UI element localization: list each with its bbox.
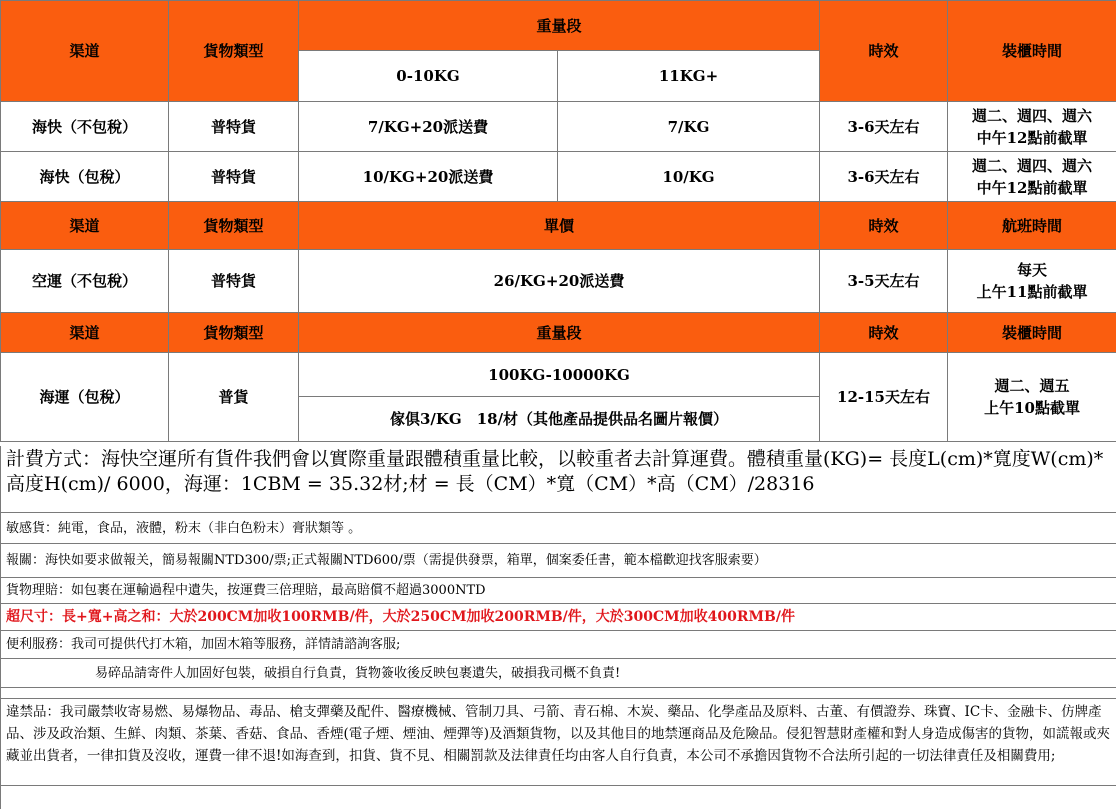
loading-line-2: 中午12點前截單	[976, 128, 1088, 147]
transit-cell: 12-15天左右	[820, 353, 948, 442]
price-high-cell: 7/KG	[558, 102, 820, 152]
header-band-high: 11KG+	[558, 51, 820, 102]
header-channel: 渠道	[1, 202, 169, 250]
loading-line-1: 週二、週五	[994, 377, 1070, 395]
header-unit-price: 單價	[299, 202, 820, 250]
price-low-cell: 7/KG+20派送費	[299, 102, 558, 152]
billing-note: 計費方式：海快空運所有貨件我們會以實際重量跟體積重量比較，以較重者去計算運費。體積重量(KG)= 長度L(cm)*寬度W(cm)* 高度H(cm)/ 6000，海運：1CBM = 35.32材;材 = 長（CM）*寬（CM）*高（CM）/28316	[1, 446, 1116, 513]
transit-cell: 3-5天左右	[820, 250, 948, 313]
flight-line-1: 每天	[1017, 261, 1048, 279]
table-row	[1, 102, 1116, 152]
service-note: 便利服務：我司可提供代打木箱，加固木箱等服務，詳情請諮詢客服;	[1, 631, 1116, 659]
channel-cell: 空運（不包稅）	[1, 250, 169, 313]
loading-line-1: 週二、週四、週六	[972, 156, 1093, 175]
table-row	[1, 353, 1116, 397]
loading-time-cell	[948, 353, 1116, 442]
price-low-cell: 10/KG+20派送費	[299, 152, 558, 202]
header-channel: 渠道	[1, 1, 169, 102]
header-transit: 時效	[820, 202, 948, 250]
header-flight-time: 航班時間	[948, 202, 1116, 250]
flight-line-2: 上午11點前截單	[976, 283, 1088, 301]
loading-line-1: 週二、週四、週六	[972, 106, 1093, 125]
notes-section	[0, 446, 1116, 809]
sensitive-goods-note: 敏感貨：純電，食品，液體，粉末（非白色粉末）膏狀類等 。	[1, 513, 1116, 544]
header-channel: 渠道	[1, 313, 169, 353]
loading-time-cell	[948, 102, 1116, 152]
cargo-type-cell: 普特貨	[169, 250, 299, 313]
header-cargo-type: 貨物類型	[169, 313, 299, 353]
header-transit: 時效	[820, 1, 948, 102]
loading-line-2: 中午12點前截單	[976, 178, 1088, 197]
header-weight-band: 重量段	[299, 313, 820, 353]
transit-cell: 3-6天左右	[820, 152, 948, 202]
channel-cell: 海運（包稅）	[1, 353, 169, 442]
header-loading-time: 裝櫃時間	[948, 313, 1116, 353]
channel-cell: 海快（不包稅）	[1, 102, 169, 152]
flight-time-cell	[948, 250, 1116, 313]
sea-price-cell: 傢俱3/KG 18/材（其他產品提供品名圖片報價）	[299, 397, 820, 442]
price-cell: 26/KG+20派送費	[299, 250, 820, 313]
header-weight-band: 重量段	[299, 1, 820, 51]
band-cell: 100KG-10000KG	[299, 353, 820, 397]
header-cargo-type: 貨物類型	[169, 202, 299, 250]
table-row	[1, 250, 1116, 313]
oversize-note: 超尺寸：長+寬+高之和：大於200CM加收100RMB/件，大於250CM加收200RMB/件，大於300CM加收400RMB/件	[1, 604, 1116, 631]
fragile-note: 易碎品請寄件人加固好包裝，破損自行負責，貨物簽收後反映包裹遺失，破損我司概不負責!	[1, 659, 1116, 688]
loading-line-2: 上午10點截單	[984, 399, 1080, 417]
header-transit: 時效	[820, 313, 948, 353]
channel-cell: 海快（包稅）	[1, 152, 169, 202]
transit-cell: 3-6天左右	[820, 102, 948, 152]
header-band-low: 0-10KG	[299, 51, 558, 102]
loading-time-cell	[948, 152, 1116, 202]
cargo-type-cell: 普特貨	[169, 152, 299, 202]
prohibited-goods-note: 違禁品：我司嚴禁收寄易燃、易爆物品、毒品、槍支彈藥及配件、醫療機械、管制刀具、弓箭、青石棉、木炭、藥品、化學產品及原料、古董、有價證券、珠寶、IC卡、金融卡、仿牌產品、涉及政治類、生鮮、肉類、茶葉、香菇、食品、香煙(電子煙、煙油、煙彈等)及酒類貨物，以及其他目的地禁運商品及危險品。侵犯智慧財產權和對人身造成傷害的貨物，如謊報或夾藏並出貨者，一律扣貨及沒收，運費一律不退!如海查到，扣貨、貨不見、相關罰款及法律責任均由客人自行負責，本公司不承擔因貨物不合法所引起的一切法律責任及相關費用;	[1, 698, 1116, 786]
header-cargo-type: 貨物類型	[169, 1, 299, 102]
price-high-cell: 10/KG	[558, 152, 820, 202]
cargo-type-cell: 普貨	[169, 353, 299, 442]
customs-note: 報關：海快如要求做報关，簡易報關NTD300/票;正式報關NTD600/票（需提供發票，箱單，個案委任書，範本檔歡迎找客服索要）	[1, 544, 1116, 578]
claims-note: 貨物理賠：如包裹在運輸過程中遺失，按運費三倍理賠，最高賠償不超過3000NTD	[1, 578, 1116, 604]
header-loading-time: 裝櫃時間	[948, 1, 1116, 102]
cargo-type-cell: 普特貨	[169, 102, 299, 152]
table-row	[1, 152, 1116, 202]
